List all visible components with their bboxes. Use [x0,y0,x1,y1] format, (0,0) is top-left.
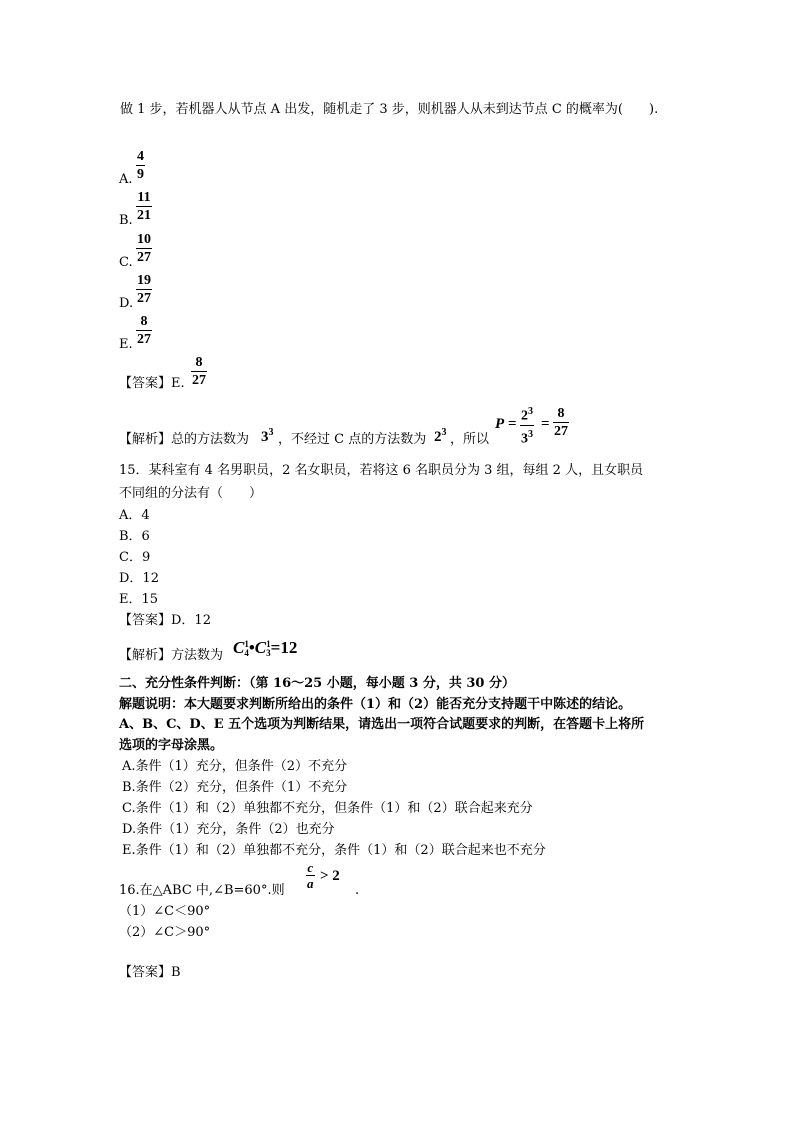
q14-stem-tail: 做 1 步，若机器人从节点 A 出发，随机走了 3 步，则机器人从未到达节点 C 的概率为( ). [120,102,659,117]
exponent: 3 [528,428,533,440]
fraction-bar [553,422,569,423]
combination-c: C [233,638,245,657]
fraction-bar [136,248,152,249]
c-over-a-fraction [306,861,315,890]
option-fraction [136,190,152,223]
q16-condition-1: （1）∠C＜90° [119,904,211,919]
fraction-numerator: c [307,860,314,875]
power-3-3 [261,427,274,446]
analysis-text: 方法数为 [171,648,224,663]
q15-option-d: D．12 [119,571,159,586]
q16-stem-end: . [355,883,360,898]
equals-sign-2: = [541,416,550,432]
q15-stem-line1: 15．某科室有 4 名男职员，2 名女职员，若将这 6 名职员分为 3 组，每组 2 人，且女职员 [119,463,644,478]
q15-option-c: C．9 [119,550,151,565]
base: 2 [521,408,528,424]
q15-stem-line2: 不同组的分法有（ ） [119,486,263,501]
analysis-text-1: 总的方法数为 [171,432,250,447]
exponent: 3 [441,427,447,438]
analysis-label [119,647,223,665]
option-label: E. [119,337,133,352]
fraction-denominator: 27 [137,250,151,265]
analysis-text-3: ，所以 [450,432,490,447]
option-label: D. [119,296,134,311]
base: 3 [521,431,528,447]
analysis-prefix: 【解析】 [119,648,172,663]
combination-result: =12 [270,638,298,657]
q15-option-a: A．4 [119,508,150,523]
fraction-bar [191,371,207,372]
combination-c: C [254,638,267,657]
base: 3 [261,429,269,445]
probability-symbol: P [495,416,505,432]
analysis-text-2: ，不经过 C 点的方法数为 [278,432,427,447]
fraction-denominator: 27 [137,332,151,347]
section2-choice-c: C.条件（1）和（2）单独都不充分，但条件（1）和（2）联合起来充分 [122,801,533,816]
fraction-bar [136,165,145,166]
section2-title: 二、充分性条件判断：（第 16～25 小题，每小题 3 分，共 30 分） [119,676,515,691]
multiply-dot: • [248,638,255,657]
option-fraction [136,273,152,306]
fraction-bar [136,206,152,207]
greater-than-two: > 2 [320,868,340,884]
fraction-numerator: 4 [137,149,144,164]
equals-sign-1: = [508,416,517,432]
combination-sub: 4 [244,648,249,659]
fraction-denominator: 27 [554,424,568,439]
option-label: C. [119,255,133,270]
fraction-bar [136,330,152,331]
section2-choice-d: D.条件（1）充分，条件（2）也充分 [122,822,335,837]
q15-option-e: E．15 [119,592,159,607]
section2-desc-line3: 选项的字母涂黑。 [119,738,224,753]
section2-choice-e: E.条件（1）和（2）单独都不充分，条件（1）和（2）联合起来也不充分 [122,843,546,858]
base: 2 [434,429,442,445]
exponent: 3 [528,406,533,417]
fraction-denominator: a [307,876,314,891]
fraction-denominator: 9 [137,167,144,182]
option-fraction [136,314,152,347]
fraction-denominator: 27 [192,373,206,388]
q16-answer: 【答案】B [119,965,181,980]
fraction-denominator [520,427,534,447]
answer-fraction [191,355,207,388]
exponent: 3 [268,427,274,438]
option-label: A. [119,172,133,187]
section2-choice-b: B.条件（2）充分，但条件（1）不充分 [122,780,348,795]
fraction-denominator: 27 [137,291,151,306]
option-fraction [136,232,152,265]
probability-fraction [520,404,534,446]
combination-sup: 1 [266,639,271,650]
fraction-numerator: 19 [137,273,151,288]
q15-option-b: B．6 [119,529,150,544]
combination-sub: 3 [266,648,271,659]
option-fraction [136,149,145,182]
fraction-numerator [520,404,534,424]
fraction-bar [136,289,152,290]
section2-desc-line2: A、B、C、D、E 五个选项为判断结果，请选出一项符合试题要求的判断，在答题卡上将所 [119,717,645,732]
fraction-denominator: 21 [137,208,151,223]
analysis-prefix: 【解析】 [119,432,172,447]
option-label: B. [119,213,133,228]
q16-stem-text: 16.在△ABC 中,∠B=60°.则 [119,883,285,898]
answer-label: 【答案】E. [119,376,185,391]
power-2-3 [434,427,447,446]
fraction-numerator: 8 [140,314,148,329]
q16-condition-2: （2）∠C＞90° [119,925,211,940]
section2-choice-a: A.条件（1）充分，但条件（2）不充分 [122,759,348,774]
fraction-numerator: 8 [557,406,565,421]
fraction-numerator: 10 [137,232,151,247]
combination-expression [233,638,297,658]
section2-desc-line1: 解题说明：本大题要求判断所给出的条件（1）和（2）能否充分支持题干中陈述的结论。 [119,697,632,712]
fraction-numerator: 11 [137,190,151,205]
fraction-numerator: 8 [195,355,203,370]
fraction-bar [520,425,534,426]
result-fraction [553,406,569,439]
analysis-label [119,431,249,449]
combination-sup: 1 [244,639,249,650]
q15-answer: 【答案】D．12 [119,613,211,628]
